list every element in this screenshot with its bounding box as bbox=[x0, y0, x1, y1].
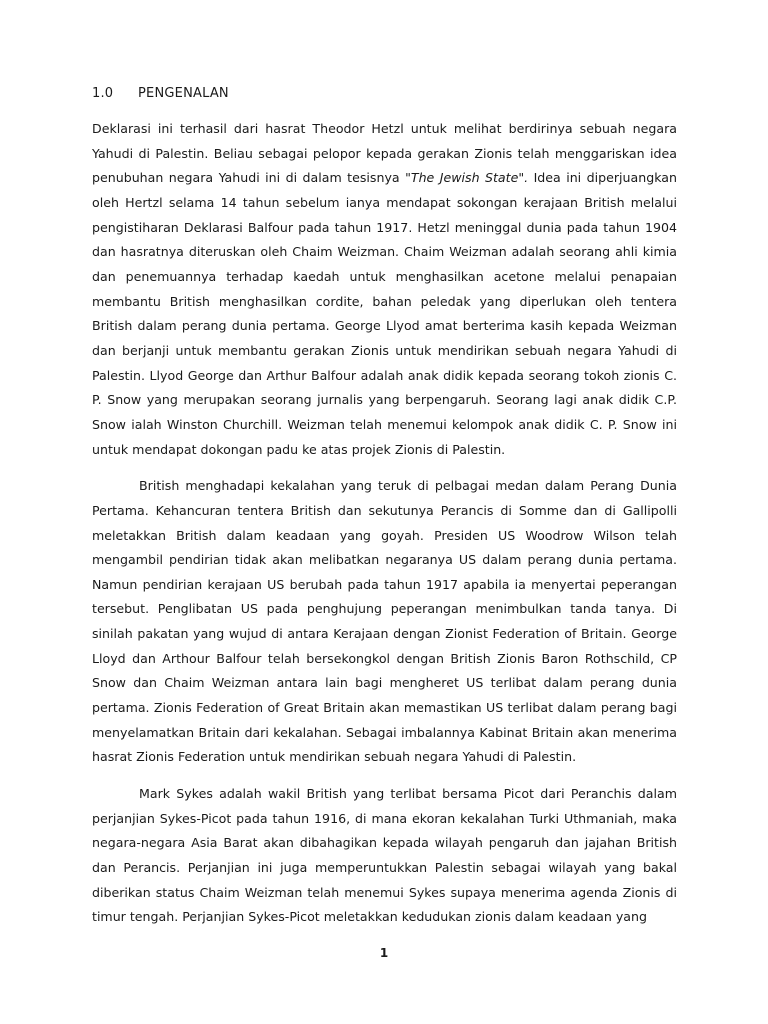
paragraph-1 bbox=[92, 117, 677, 462]
body-text bbox=[92, 117, 677, 942]
paragraph-3: Mark Sykes adalah wakil British yang terlibat bersama Picot dari Peranchis dalam perjanjian Sykes-Picot pada tahun 1916, di mana ekoran kekalahan Turki Uthmaniah, maka negara-negara Asia Barat akan dibahagikan kepada wilayah pengaruh dan jajahan British dan Perancis. Perjanjian ini juga memperuntukkan Palestin sebagai wilayah yang bakal diberikan status Chaim Weizman telah menemui Sykes supaya menerima agenda Zionis di timur tengah. Perjanjian Sykes-Picot meletakkan kedudukan zionis dalam keadaan yang bbox=[92, 786, 677, 925]
paragraph-1-part-1: Deklarasi ini terhasil dari hasrat Theodor Hetzl untuk melihat berdirinya sebuah negara Yahudi di Palestin. Beliau sebagai pelopor kepada gerakan Zionis telah menggariskan idea penubuhan negara Yahudi ini di dalam tesisnya " bbox=[92, 121, 677, 186]
paragraph-2: British menghadapi kekalahan yang teruk di pelbagai medan dalam Perang Dunia Pertama. Kehancuran tentera British dan sekutunya Perancis di Somme dan di Gallipolli meletakkan British dalam keadaan yang goyah. Presiden US Woodrow Wilson telah mengambil pendirian tidak akan melibatkan negaranya US dalam perang dunia pertama. Namun pendirian kerajaan US berubah pada tahun 1917 apabila ia menyertai peperangan tersebut. Penglibatan US pada penghujung peperangan menimbulkan tanda tanya. Di sinilah pakatan yang wujud di antara Kerajaan dengan Zionist Federation of Britain. George Lloyd dan Arthour Balfour telah bersekongkol dengan British Zionis Baron Rothschild, CP Snow dan Chaim Weizman antara lain bagi mengheret US terlibat dalam perang dunia pertama. Zionis Federation of Great Britain akan memastikan US terlibat dalam perang bagi menyelamatkan Britain dari kekalahan. Sebagai imbalannya Kabinat Britain akan menerima hasrat Zionis Federation untuk mendirikan sebuah negara Yahudi di Palestin. bbox=[92, 478, 677, 765]
book-title-italic: The Jewish State". bbox=[410, 170, 529, 186]
section-number: 1.0 bbox=[92, 86, 114, 101]
page-number: 1 bbox=[379, 946, 389, 960]
section-heading bbox=[92, 86, 229, 101]
paragraph-1-part-2: Idea ini diperjuangkan oleh Hertzl selama 14 tahun sebelum ianya mendapat sokongan kerajaan British melalui pengistiharan Deklarasi Balfour pada tahun 1917. Hetzl meninggal dunia pada tahun 1904 dan hasratnya diteruskan oleh Chaim Weizman. Chaim Weizman adalah seorang ahli kimia dan penemuannya terhadap kaedah untuk menghasilkan acetone melalui penapaian membantu British menghasilkan cordite, bahan peledak yang diperlukan oleh tentera British dalam perang dunia pertama. George Llyod amat berterima kasih kepada Weizman dan berjanji untuk membantu gerakan Zionis untuk mendirikan sebuah negara Yahudi di Palestin. Llyod George dan Arthur Balfour adalah anak didik kepada seorang tokoh zionis C. P. Snow yang merupakan seorang jurnalis yang berpengaruh. Seorang lagi anak didik C.P. Snow ialah Winston Churchill. Weizman telah menemui kelompok anak didik C. P. Snow ini untuk mendapat dokongan padu ke atas projek Zionis di Palestin. bbox=[92, 170, 677, 457]
section-title: PENGENALAN bbox=[138, 86, 229, 101]
